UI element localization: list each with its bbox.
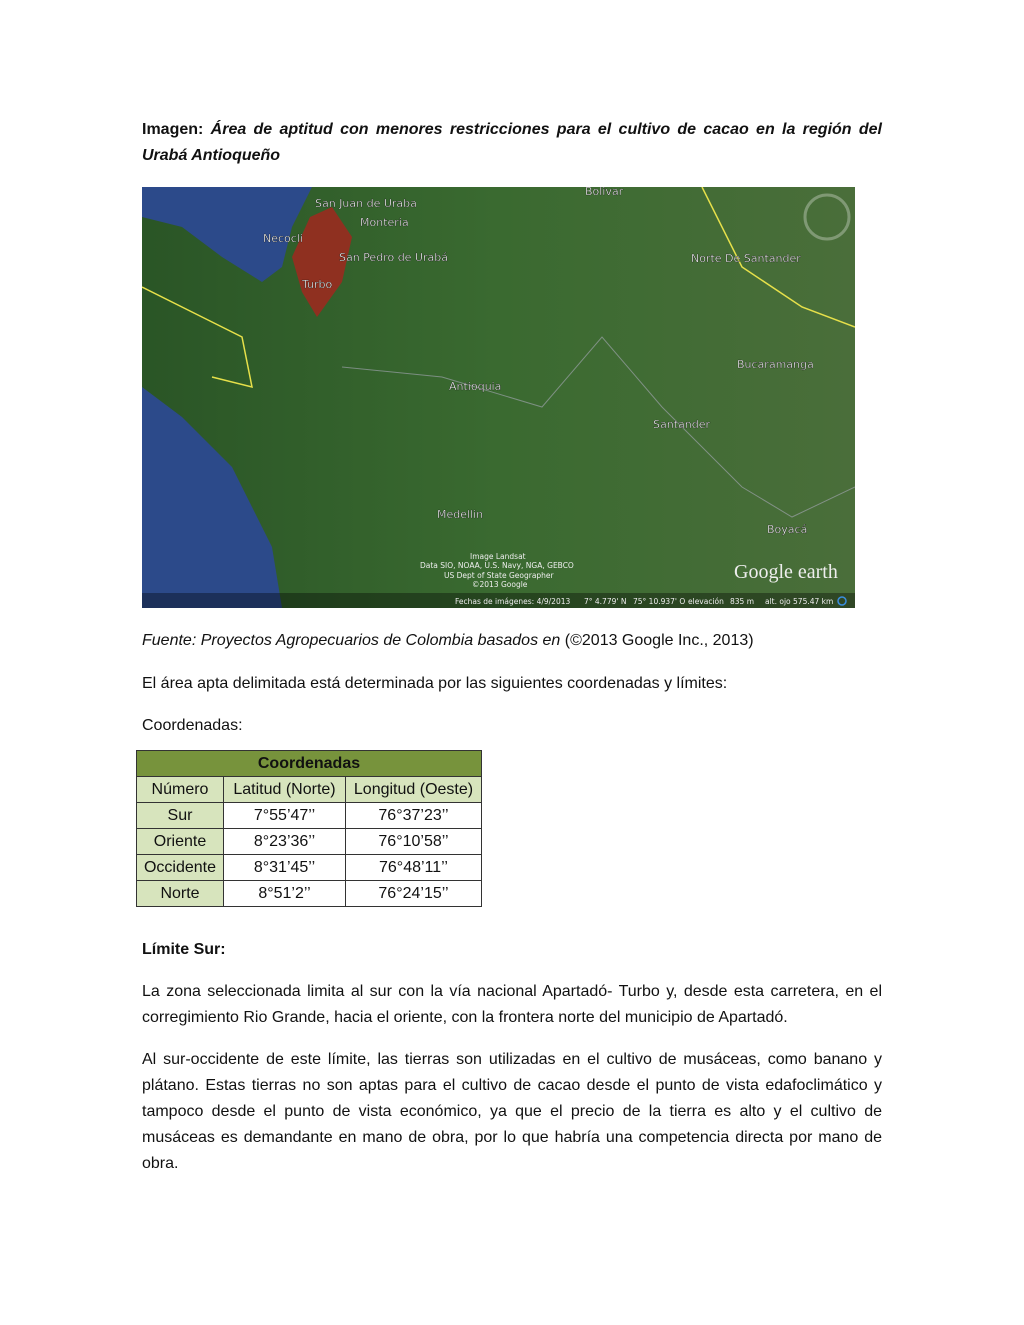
- map-credit: Data SIO, NOAA, U.S. Navy, NGA, GEBCO: [420, 561, 574, 570]
- map-label: San Juan de Uraba: [315, 197, 417, 210]
- status-dates: Fechas de imágenes: 4/9/2013: [455, 597, 571, 606]
- map-label: San Pedro de Urabá: [339, 251, 448, 264]
- map-label: Santander: [653, 418, 710, 431]
- map-credit: Image Landsat: [470, 552, 526, 561]
- lat-cell: 8°23’36’’: [224, 829, 346, 855]
- map-label: Bucaramanga: [737, 358, 814, 371]
- source-italic: Fuente: Proyectos Agropecuarios de Colombia basados en: [142, 632, 561, 649]
- source-plain: (©2013 Google Inc., 2013): [560, 632, 754, 649]
- map-label: Necocli: [263, 232, 303, 245]
- lat-cell: 7°55’47’’: [224, 803, 346, 829]
- lon-cell: 76°37’23’’: [346, 803, 482, 829]
- lon-cell: 76°10’58’’: [346, 829, 482, 855]
- table-row: [137, 803, 482, 829]
- table-title: Coordenadas: [137, 751, 482, 777]
- lat-cell: 8°51’2’’: [224, 881, 346, 907]
- map-label: Turbo: [302, 278, 333, 291]
- table-row: [137, 829, 482, 855]
- map-credit: US Dept of State Geographer: [444, 571, 554, 580]
- row-label: Norte: [137, 881, 224, 907]
- status-lat: 7° 4.779' N: [584, 597, 627, 606]
- coordinates-table: [136, 750, 482, 907]
- status-elev-label: elevación: [688, 597, 724, 606]
- table-row: [137, 855, 482, 881]
- paragraph-1: La zona seleccionada limita al sur con la vía nacional Apartadó- Turbo y, desde esta carretera, en el corregimiento Rio Grande, hacia el oriente, con la frontera norte del municipio de Apartadó.: [142, 983, 882, 1026]
- map-label: Monteria: [360, 216, 409, 229]
- row-label: Oriente: [137, 829, 224, 855]
- image-source: [142, 628, 882, 654]
- header-cell: Longitud (Oeste): [346, 777, 482, 803]
- limit-heading: Límite Sur:: [142, 941, 226, 958]
- image-caption: [142, 117, 882, 169]
- paragraph-2: Al sur-occidente de este límite, las tierras son utilizadas en el cultivo de musáceas, como banano y plátano. Estas tierras no son aptas para el cultivo de cacao desde el punto de vista edafoclimático y tampoco desde el punto de vista económico, ya que el precio de la tierra es alto y el cultivo de musáceas es demandante en mano de obra, por lo que habría una competencia directa por mano de obra.: [142, 1051, 882, 1172]
- lat-cell: 8°31’45’’: [224, 855, 346, 881]
- satellite-map: [142, 187, 855, 608]
- coords-label: Coordenadas:: [142, 717, 243, 734]
- intro-text: El área apta delimitada está determinada por las siguientes coordenadas y límites:: [142, 675, 728, 692]
- status-elev: 835 m: [730, 597, 755, 606]
- row-label: Occidente: [137, 855, 224, 881]
- map-credit: ©2013 Google: [472, 580, 528, 589]
- caption-label: Imagen:: [142, 121, 204, 138]
- status-alt: alt. ojo 575.47 km: [765, 597, 834, 606]
- status-lon: 75° 10.937' O: [633, 597, 686, 606]
- map-label: Antioquia: [449, 380, 502, 393]
- lon-cell: 76°24’15’’: [346, 881, 482, 907]
- header-cell: Latitud (Norte): [224, 777, 346, 803]
- lon-cell: 76°48’11’’: [346, 855, 482, 881]
- table-header-row: [137, 777, 482, 803]
- map-label: Norte De Santander: [691, 252, 801, 265]
- map-label: Medellin: [437, 508, 484, 521]
- row-label: Sur: [137, 803, 224, 829]
- table-row: [137, 881, 482, 907]
- map-label: Bolivar: [585, 187, 624, 198]
- google-earth-logo: Google earth: [734, 561, 838, 583]
- map-label: Boyacá: [767, 523, 808, 536]
- caption-title: Área de aptitud con menores restricciones para el cultivo de cacao en la región del Urabá Antioqueño: [142, 121, 882, 164]
- header-cell: Número: [137, 777, 224, 803]
